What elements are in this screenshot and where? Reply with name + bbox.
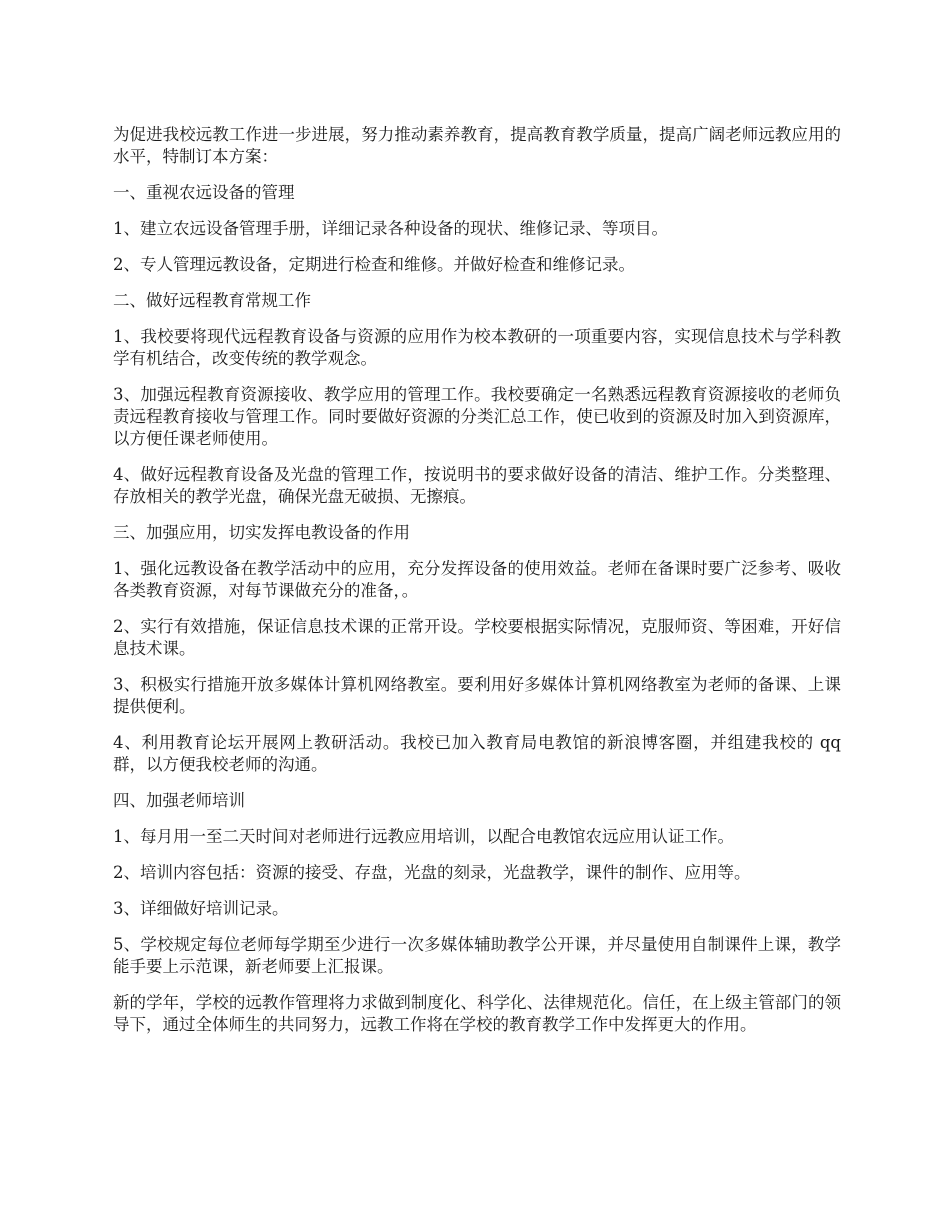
- section-heading-1: 一、重视农远设备的管理: [113, 183, 295, 202]
- paragraph: 3、加强远程教育资源接收、教学应用的管理工作。我校要确定一名熟悉远程教育资源接收的老师负责远程教育接收与管理工作。同时要做好资源的分类汇总工作，使已收到的资源及时加入到资源库，以方便任课老师使用。: [113, 385, 841, 448]
- intro-paragraph: 为促进我校远教工作进一步进展，努力推动素养教育，提高教育教学质量，提高广阔老师远教应用的水平，特制订本方案：: [113, 125, 841, 166]
- paragraph: 2、专人管理远教设备，定期进行检查和维修。并做好检查和维修记录。: [113, 255, 635, 274]
- paragraph: 3、积极实行措施开放多媒体计算机网络教室。要利用好多媒体计算机网络教室为老师的备课、上课提供便利。: [113, 675, 841, 716]
- section-heading-2: 二、做好远程教育常规工作: [113, 291, 311, 310]
- closing-paragraph: 新的学年，学校的远教作管理将力求做到制度化、科学化、法律规范化。信任，在上级主管部门的领导下，通过全体师生的共同努力，远教工作将在学校的教育教学工作中发挥更大的作用。: [113, 993, 841, 1034]
- section-heading-3: 三、加强应用，切实发挥电教设备的作用: [113, 523, 410, 542]
- paragraph: 1、我校要将现代远程教育设备与资源的应用作为校本教研的一项重要内容，实现信息技术与学科教学有机结合，改变传统的教学观念。: [113, 327, 841, 368]
- paragraph: 1、每月用一至二天时间对老师进行远教应用培训，以配合电教馆农远应用认证工作。: [113, 827, 734, 846]
- paragraph: 5、学校规定每位老师每学期至少进行一次多媒体辅助教学公开课，并尽量使用自制课件上课，教学能手要上示范课，新老师要上汇报课。: [113, 935, 841, 976]
- paragraph: 4、利用教育论坛开展网上教研活动。我校已加入教育局电教馆的新浪博客圈，并组建我校的 qq 群，以方便我校老师的沟通。: [113, 733, 841, 774]
- paragraph: 1、建立农远设备管理手册，详细记录各种设备的现状、维修记录、等项目。: [113, 219, 668, 238]
- paragraph: 1、强化远教设备在教学活动中的应用，充分发挥设备的使用效益。老师在备课时要广泛参考、吸收各类教育资源，对每节课做充分的准备，。: [113, 559, 841, 600]
- paragraph: 2、实行有效措施，保证信息技术课的正常开设。学校要根据实际情况，克服师资、等困难，开好信息技术课。: [113, 617, 841, 658]
- paragraph: 3、详细做好培训记录。: [113, 899, 289, 918]
- section-heading-4: 四、加强老师培训: [113, 791, 245, 810]
- paragraph: 2、培训内容包括：资源的接受、存盘，光盘的刻录，光盘教学，课件的制作、应用等。: [113, 863, 751, 882]
- paragraph: 4、做好远程教育设备及光盘的管理工作，按说明书的要求做好设备的清洁、维护工作。分类整理、存放相关的教学光盘，确保光盘无破损、无擦痕。: [113, 465, 841, 506]
- document-body: [113, 124, 841, 1050]
